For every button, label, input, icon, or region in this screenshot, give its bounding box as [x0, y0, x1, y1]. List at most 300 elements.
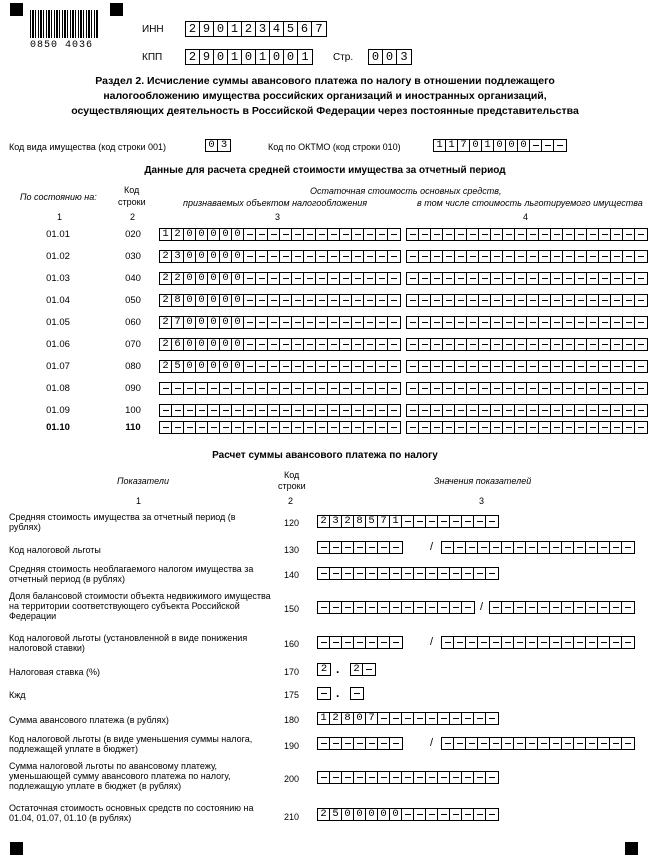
- cell-empty: [502, 602, 514, 613]
- registration-mark-top-left: [10, 3, 23, 16]
- cell-char: 0: [184, 229, 196, 240]
- cell-empty: [328, 273, 340, 284]
- kpp-cells[interactable]: [185, 49, 313, 65]
- cell-empty: [431, 383, 443, 394]
- cell-empty: [419, 229, 431, 240]
- cell-empty: [208, 422, 220, 433]
- cell-empty: [454, 637, 466, 648]
- cell-empty: [388, 361, 400, 372]
- cell-empty: [244, 339, 256, 350]
- cell-empty: [402, 516, 414, 527]
- cell-empty: [598, 738, 610, 749]
- cell-empty: [244, 383, 256, 394]
- cell-empty: [462, 809, 474, 820]
- cell-empty: [402, 772, 414, 783]
- cell-empty: [426, 713, 438, 724]
- cell-empty: [554, 140, 566, 151]
- row200-value-cells[interactable]: [317, 771, 499, 784]
- cell-empty: [575, 273, 587, 284]
- cell-empty: [232, 405, 244, 416]
- table1-row-col4-cells[interactable]: [406, 360, 648, 373]
- cell-char: 1: [390, 516, 402, 527]
- cell-empty: [328, 229, 340, 240]
- cell-char: 2: [342, 516, 354, 527]
- row130-code-cells[interactable]: [317, 541, 403, 554]
- row170-frac-cells[interactable]: [350, 663, 376, 676]
- row170-decimal-point: .: [336, 662, 340, 676]
- cell-empty: [388, 295, 400, 306]
- cell-empty: [479, 405, 491, 416]
- cell-empty: [563, 273, 575, 284]
- cell-char: 6: [172, 339, 184, 350]
- cell-empty: [443, 405, 455, 416]
- table1-row-date: 01.01: [46, 229, 70, 240]
- cell-empty: [328, 383, 340, 394]
- table1-row-col4-cells[interactable]: [406, 382, 648, 395]
- cell-empty: [352, 383, 364, 394]
- cell-empty: [378, 713, 390, 724]
- cell-empty: [563, 251, 575, 262]
- cell-empty: [562, 602, 574, 613]
- cell-empty: [376, 361, 388, 372]
- row170-int-cells[interactable]: [317, 663, 331, 676]
- oktmo-cells[interactable]: [433, 139, 567, 152]
- cell-char: 0: [470, 140, 482, 151]
- cell-empty: [527, 405, 539, 416]
- cell-empty: [256, 295, 268, 306]
- cell-empty: [304, 361, 316, 372]
- cell-empty: [354, 602, 366, 613]
- table2-title: Расчет суммы авансового платежа по налогу: [212, 450, 438, 461]
- cell-char: 0: [232, 251, 244, 262]
- barcode-number: 0850 4036: [30, 40, 94, 51]
- cell-empty: [623, 383, 635, 394]
- cell-empty: [402, 713, 414, 724]
- cell-char: 0: [208, 273, 220, 284]
- cell-empty: [407, 273, 419, 284]
- cell-empty: [563, 229, 575, 240]
- cell-empty: [304, 422, 316, 433]
- cell-empty: [376, 229, 388, 240]
- cell-empty: [611, 251, 623, 262]
- table2-col1-header: Показатели: [117, 476, 169, 486]
- cell-empty: [611, 295, 623, 306]
- cell-empty: [407, 229, 419, 240]
- row150-denominator-cells[interactable]: [489, 601, 635, 614]
- cell-empty: [587, 405, 599, 416]
- row130-label: Код налоговой льготы: [9, 545, 101, 555]
- cell-empty: [563, 383, 575, 394]
- cell-empty: [431, 295, 443, 306]
- cell-char: 0: [220, 339, 232, 350]
- cell-empty: [407, 295, 419, 306]
- cell-empty: [330, 542, 342, 553]
- cell-empty: [539, 405, 551, 416]
- cell-empty: [268, 295, 280, 306]
- cell-empty: [354, 738, 366, 749]
- table1-row-col3-cells[interactable]: [159, 316, 401, 329]
- cell-empty: [551, 405, 563, 416]
- row180-value-cells[interactable]: [317, 712, 499, 725]
- cell-empty: [587, 422, 599, 433]
- table1-row-code: 040: [125, 273, 141, 284]
- cell-empty: [503, 383, 515, 394]
- cell-empty: [515, 405, 527, 416]
- cell-empty: [316, 295, 328, 306]
- cell-empty: [450, 602, 462, 613]
- cell-empty: [551, 422, 563, 433]
- cell-empty: [364, 383, 376, 394]
- cell-empty: [610, 738, 622, 749]
- table1-row-col4-cells[interactable]: [406, 250, 648, 263]
- table1-row-col4-cells[interactable]: [406, 421, 648, 434]
- cell-empty: [539, 295, 551, 306]
- table1-row-date: 01.07: [46, 361, 70, 372]
- cell-empty: [551, 229, 563, 240]
- cell-empty: [574, 542, 586, 553]
- cell-char: 5: [172, 361, 184, 372]
- cell-empty: [503, 317, 515, 328]
- cell-empty: [419, 383, 431, 394]
- cell-char: 1: [301, 50, 309, 64]
- row190-code-cells[interactable]: [317, 737, 403, 750]
- row130-param-cells[interactable]: [441, 541, 635, 554]
- row175-decimal-point: .: [336, 686, 340, 700]
- cell-empty: [352, 229, 364, 240]
- cell-empty: [328, 251, 340, 262]
- cell-empty: [316, 251, 328, 262]
- cell-empty: [268, 361, 280, 372]
- cell-empty: [599, 295, 611, 306]
- table2-num-2: 2: [288, 496, 294, 506]
- cell-char: 0: [184, 361, 196, 372]
- inn-cells[interactable]: [185, 21, 327, 37]
- cell-char: 0: [342, 809, 354, 820]
- cell-empty: [587, 339, 599, 350]
- cell-char: 2: [160, 295, 172, 306]
- cell-char: 8: [342, 713, 354, 724]
- table1-row-col4-cells[interactable]: [406, 294, 648, 307]
- cell-empty: [366, 602, 378, 613]
- cell-empty: [280, 405, 292, 416]
- cell-empty: [340, 361, 352, 372]
- cell-empty: [316, 405, 328, 416]
- cell-empty: [268, 317, 280, 328]
- cell-char: 0: [284, 50, 298, 64]
- cell-empty: [575, 405, 587, 416]
- cell-empty: [419, 422, 431, 433]
- cell-empty: [598, 637, 610, 648]
- cell-empty: [376, 251, 388, 262]
- cell-empty: [574, 637, 586, 648]
- cell-empty: [354, 637, 366, 648]
- cell-empty: [407, 422, 419, 433]
- cell-empty: [474, 809, 486, 820]
- cell-char: 3: [220, 139, 228, 151]
- table1-row-col3-cells[interactable]: [159, 382, 401, 395]
- cell-empty: [292, 405, 304, 416]
- cell-empty: [551, 361, 563, 372]
- cell-empty: [586, 602, 598, 613]
- row120-value-cells[interactable]: [317, 515, 499, 528]
- cell-empty: [364, 361, 376, 372]
- cell-empty: [575, 229, 587, 240]
- cell-empty: [292, 251, 304, 262]
- cell-empty: [304, 317, 316, 328]
- cell-empty: [443, 273, 455, 284]
- row200-label: Сумма налоговой льготы по авансовому платежу, уменьшающей сумму авансового платежа по налогу, подлежащую уплате в бюджет (в рублях): [9, 761, 231, 791]
- cell-empty: [526, 738, 538, 749]
- row160-code-cells[interactable]: [317, 636, 403, 649]
- cell-empty: [455, 251, 467, 262]
- cell-empty: [623, 273, 635, 284]
- cell-char: 1: [160, 229, 172, 240]
- table1-row-col3-cells[interactable]: [159, 294, 401, 307]
- cell-empty: [184, 383, 196, 394]
- cell-empty: [623, 405, 635, 416]
- table1-row-date: 01.08: [46, 383, 70, 394]
- cell-empty: [474, 772, 486, 783]
- cell-empty: [184, 405, 196, 416]
- cell-char: 9: [200, 50, 214, 64]
- cell-empty: [419, 317, 431, 328]
- cell-empty: [390, 542, 402, 553]
- cell-empty: [160, 405, 172, 416]
- page-cells[interactable]: [368, 49, 412, 65]
- cell-empty: [527, 422, 539, 433]
- cell-empty: [538, 602, 550, 613]
- cell-empty: [244, 361, 256, 372]
- table1-row-col4-cells[interactable]: [406, 404, 648, 417]
- cell-empty: [587, 317, 599, 328]
- table1-row-date: 01.03: [46, 273, 70, 284]
- row140-value-cells[interactable]: [317, 567, 499, 580]
- table1-row-col3-cells[interactable]: [159, 272, 401, 285]
- cell-empty: [407, 339, 419, 350]
- cell-empty: [454, 738, 466, 749]
- cell-empty: [431, 229, 443, 240]
- cell-empty: [562, 542, 574, 553]
- cell-empty: [635, 383, 647, 394]
- cell-empty: [376, 317, 388, 328]
- table1-row-col4-cells[interactable]: [406, 228, 648, 241]
- cell-empty: [538, 637, 550, 648]
- cell-empty: [623, 317, 635, 328]
- cell-char: 0: [354, 713, 366, 724]
- cell-empty: [611, 422, 623, 433]
- cell-empty: [352, 251, 364, 262]
- cell-char: 0: [184, 273, 196, 284]
- cell-char: 0: [378, 809, 390, 820]
- cell-empty: [587, 383, 599, 394]
- cell-empty: [443, 422, 455, 433]
- cell-char: 2: [160, 317, 172, 328]
- cell-char: 0: [208, 317, 220, 328]
- cell-char: 0: [366, 809, 378, 820]
- cell-empty: [352, 339, 364, 350]
- cell-empty: [244, 317, 256, 328]
- cell-empty: [364, 422, 376, 433]
- cell-empty: [388, 251, 400, 262]
- table1-row-col3-cells[interactable]: [159, 338, 401, 351]
- cell-empty: [244, 229, 256, 240]
- cell-empty: [292, 339, 304, 350]
- cell-empty: [515, 361, 527, 372]
- cell-empty: [407, 383, 419, 394]
- row210-value-cells[interactable]: [317, 808, 499, 821]
- cell-empty: [539, 317, 551, 328]
- cell-empty: [599, 422, 611, 433]
- page-label: Стр.: [333, 52, 354, 63]
- cell-empty: [390, 772, 402, 783]
- cell-empty: [455, 273, 467, 284]
- cell-empty: [442, 637, 454, 648]
- cell-empty: [443, 383, 455, 394]
- cell-empty: [438, 772, 450, 783]
- cell-char: 9: [200, 22, 214, 36]
- table1-row-col3-cells[interactable]: [159, 404, 401, 417]
- cell-empty: [196, 383, 208, 394]
- cell-empty: [376, 273, 388, 284]
- table1-row-date: 01.06: [46, 339, 70, 350]
- cell-empty: [514, 738, 526, 749]
- cell-empty: [551, 339, 563, 350]
- cell-char: 0: [232, 339, 244, 350]
- cell-char: 2: [160, 339, 172, 350]
- cell-empty: [196, 422, 208, 433]
- cell-empty: [455, 361, 467, 372]
- cell-empty: [419, 251, 431, 262]
- cell-empty: [407, 251, 419, 262]
- row175-label: Кжд: [9, 690, 26, 700]
- cell-empty: [364, 339, 376, 350]
- cell-empty: [407, 317, 419, 328]
- cell-empty: [438, 516, 450, 527]
- oktmo-label: Код по ОКТМО (код строки 010): [268, 142, 401, 152]
- cell-empty: [575, 361, 587, 372]
- table1-row-col3-cells[interactable]: [159, 421, 401, 434]
- table1-row-col4-cells[interactable]: [406, 338, 648, 351]
- cell-char: 0: [242, 50, 256, 64]
- table1-row-col4-cells[interactable]: [406, 272, 648, 285]
- cell-empty: [575, 295, 587, 306]
- cell-empty: [419, 295, 431, 306]
- cell-empty: [502, 542, 514, 553]
- table1-row-col3-cells[interactable]: [159, 228, 401, 241]
- cell-empty: [527, 383, 539, 394]
- cell-empty: [622, 637, 634, 648]
- cell-empty: [623, 422, 635, 433]
- table1-row-col3-cells[interactable]: [159, 360, 401, 373]
- cell-char: 1: [446, 140, 458, 151]
- table1-col3-header: признаваемых объектом налогообложения: [183, 198, 368, 208]
- table1-row-col4-cells[interactable]: [406, 316, 648, 329]
- cell-empty: [232, 383, 244, 394]
- cell-char: 0: [232, 317, 244, 328]
- table1-row-code: 090: [125, 383, 141, 394]
- cell-char: 0: [232, 229, 244, 240]
- table1-row-code: 070: [125, 339, 141, 350]
- row175-frac-cells[interactable]: [350, 687, 364, 700]
- cell-char: 7: [378, 516, 390, 527]
- cell-empty: [503, 339, 515, 350]
- cell-empty: [419, 361, 431, 372]
- cell-empty: [491, 339, 503, 350]
- cell-empty: [551, 251, 563, 262]
- cell-empty: [340, 422, 352, 433]
- row180-code: 180: [284, 715, 300, 725]
- cell-empty: [467, 229, 479, 240]
- cell-empty: [479, 295, 491, 306]
- row140-code: 140: [284, 570, 300, 580]
- cell-empty: [366, 637, 378, 648]
- cell-empty: [388, 317, 400, 328]
- cell-empty: [426, 516, 438, 527]
- cell-empty: [208, 383, 220, 394]
- property-code-cells[interactable]: [205, 139, 231, 152]
- cell-empty: [599, 405, 611, 416]
- table1-row-date: 01.09: [46, 405, 70, 416]
- cell-empty: [587, 273, 599, 284]
- cell-empty: [467, 251, 479, 262]
- cell-empty: [304, 229, 316, 240]
- cell-empty: [586, 637, 598, 648]
- cell-empty: [318, 772, 330, 783]
- row190-param-cells[interactable]: [441, 737, 635, 750]
- row140-label: Средняя стоимость необлагаемого налогом имущества за отчетный период (в рублях): [9, 564, 254, 584]
- cell-empty: [390, 713, 402, 724]
- row160-param-cells[interactable]: [441, 636, 635, 649]
- table1-row-col3-cells[interactable]: [159, 250, 401, 263]
- section-title-line-1: Раздел 2. Исчисление суммы авансового платежа по налогу в отношении подлежащего: [95, 75, 555, 87]
- cell-char: 0: [220, 273, 232, 284]
- cell-empty: [256, 317, 268, 328]
- row160-separator: /: [430, 636, 434, 648]
- table1-col2-header-a: Код: [124, 185, 140, 195]
- cell-empty: [442, 738, 454, 749]
- cell-char: 0: [354, 809, 366, 820]
- cell-empty: [455, 383, 467, 394]
- cell-empty: [479, 273, 491, 284]
- row150-numerator-cells[interactable]: [317, 601, 475, 614]
- row175-int-cells[interactable]: [317, 687, 331, 700]
- cell-char: 0: [232, 295, 244, 306]
- section-title-line-2: налогообложению имущества российских организаций и иностранных организаций,: [103, 90, 547, 102]
- cell-empty: [352, 295, 364, 306]
- cell-empty: [450, 516, 462, 527]
- cell-empty: [354, 568, 366, 579]
- cell-empty: [635, 273, 647, 284]
- cell-empty: [376, 405, 388, 416]
- cell-empty: [414, 772, 426, 783]
- cell-empty: [443, 229, 455, 240]
- cell-empty: [503, 422, 515, 433]
- cell-char: 0: [208, 361, 220, 372]
- row175-code: 175: [284, 690, 300, 700]
- cell-empty: [467, 317, 479, 328]
- cell-empty: [455, 405, 467, 416]
- cell-empty: [443, 295, 455, 306]
- table1-row-date: 01.05: [46, 317, 70, 328]
- cell-empty: [466, 738, 478, 749]
- cell-empty: [443, 361, 455, 372]
- cell-empty: [474, 516, 486, 527]
- cell-empty: [462, 772, 474, 783]
- cell-empty: [280, 295, 292, 306]
- cell-empty: [366, 542, 378, 553]
- cell-char: 2: [242, 22, 256, 36]
- cell-empty: [479, 361, 491, 372]
